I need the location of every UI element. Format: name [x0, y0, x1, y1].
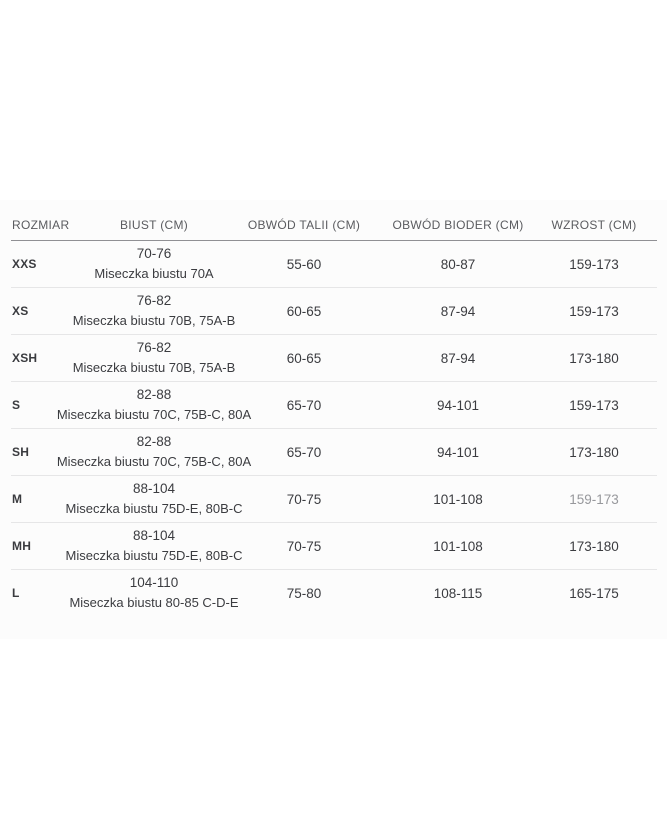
bust-cell: [76, 241, 232, 287]
bust-range: 70-76: [136, 246, 172, 261]
size-chart-widget: [0, 200, 667, 639]
bust-range: 104-110: [129, 575, 179, 590]
waist-cell: 55-60: [286, 256, 322, 272]
hips-cell: 101-108: [433, 491, 483, 507]
height-cell: 159-173: [569, 256, 619, 272]
bust-range: 82-88: [136, 387, 172, 402]
waist-cell: 65-70: [286, 397, 322, 413]
table-row: [11, 428, 657, 475]
column-header-rozmiar: ROZMIAR: [12, 218, 70, 232]
column-header-wzrost: WZROST (CM): [551, 218, 637, 232]
height-cell: 173-180: [569, 538, 619, 554]
bust-cup-note: Miseczka biustu 70C, 75B-C, 80A: [56, 407, 252, 422]
size-table: [11, 210, 657, 616]
bust-cup-note: Miseczka biustu 70A: [94, 266, 214, 281]
bust-cup-note: Miseczka biustu 75D-E, 80B-C: [65, 548, 243, 563]
table-row: [11, 381, 657, 428]
bust-cell: [65, 476, 243, 522]
table-row: [11, 241, 657, 287]
table-row: [11, 475, 657, 522]
bust-cell: [69, 570, 239, 616]
height-cell: 173-180: [569, 444, 619, 460]
bust-cell: [56, 382, 252, 428]
column-header-obwod-talii: OBWÓD TALII (CM): [247, 218, 361, 232]
bust-cup-note: Miseczka biustu 80-85 C-D-E: [69, 595, 239, 610]
size-label: S: [12, 398, 21, 412]
column-header-obwod-bioder: OBWÓD BIODER (CM): [392, 218, 524, 232]
bust-cell: [56, 429, 252, 475]
size-label: XXS: [12, 257, 37, 271]
bust-range: 76-82: [136, 293, 172, 308]
hips-cell: 94-101: [436, 444, 480, 460]
table-row: [11, 334, 657, 381]
hips-cell: 80-87: [440, 256, 476, 272]
hips-cell: 87-94: [440, 350, 476, 366]
waist-cell: 70-75: [286, 491, 322, 507]
bust-range: 88-104: [132, 528, 176, 543]
waist-cell: 60-65: [286, 350, 322, 366]
size-label: XSH: [12, 351, 38, 365]
waist-cell: 70-75: [286, 538, 322, 554]
bust-range: 88-104: [132, 481, 176, 496]
table-row: [11, 569, 657, 616]
bust-cup-note: Miseczka biustu 70B, 75A-B: [72, 360, 236, 375]
hips-cell: 87-94: [440, 303, 476, 319]
size-label: XS: [12, 304, 29, 318]
bust-cup-note: Miseczka biustu 75D-E, 80B-C: [65, 501, 243, 516]
size-label: M: [12, 492, 23, 506]
size-label: L: [12, 586, 20, 600]
hips-cell: 108-115: [433, 585, 483, 601]
waist-cell: 60-65: [286, 303, 322, 319]
hips-cell: 94-101: [436, 397, 480, 413]
table-body: [11, 241, 657, 616]
height-cell: 173-180: [569, 350, 619, 366]
height-cell: 165-175: [569, 585, 619, 601]
bust-range: 82-88: [136, 434, 172, 449]
waist-cell: 75-80: [286, 585, 322, 601]
bust-cell: [65, 523, 243, 569]
bust-cell: [72, 335, 236, 381]
size-label: MH: [12, 539, 32, 553]
height-cell: 159-173: [569, 397, 619, 413]
column-header-biust: BIUST (CM): [119, 218, 189, 232]
bust-cup-note: Miseczka biustu 70C, 75B-C, 80A: [56, 454, 252, 469]
table-header-row: [11, 210, 657, 241]
table-row: [11, 287, 657, 334]
bust-range: 76-82: [136, 340, 172, 355]
bust-cell: [72, 288, 236, 334]
hips-cell: 101-108: [433, 538, 483, 554]
height-cell: 159-173: [569, 491, 619, 507]
height-cell: 159-173: [569, 303, 619, 319]
table-row: [11, 522, 657, 569]
waist-cell: 65-70: [286, 444, 322, 460]
size-label: SH: [12, 445, 30, 459]
bust-cup-note: Miseczka biustu 70B, 75A-B: [72, 313, 236, 328]
